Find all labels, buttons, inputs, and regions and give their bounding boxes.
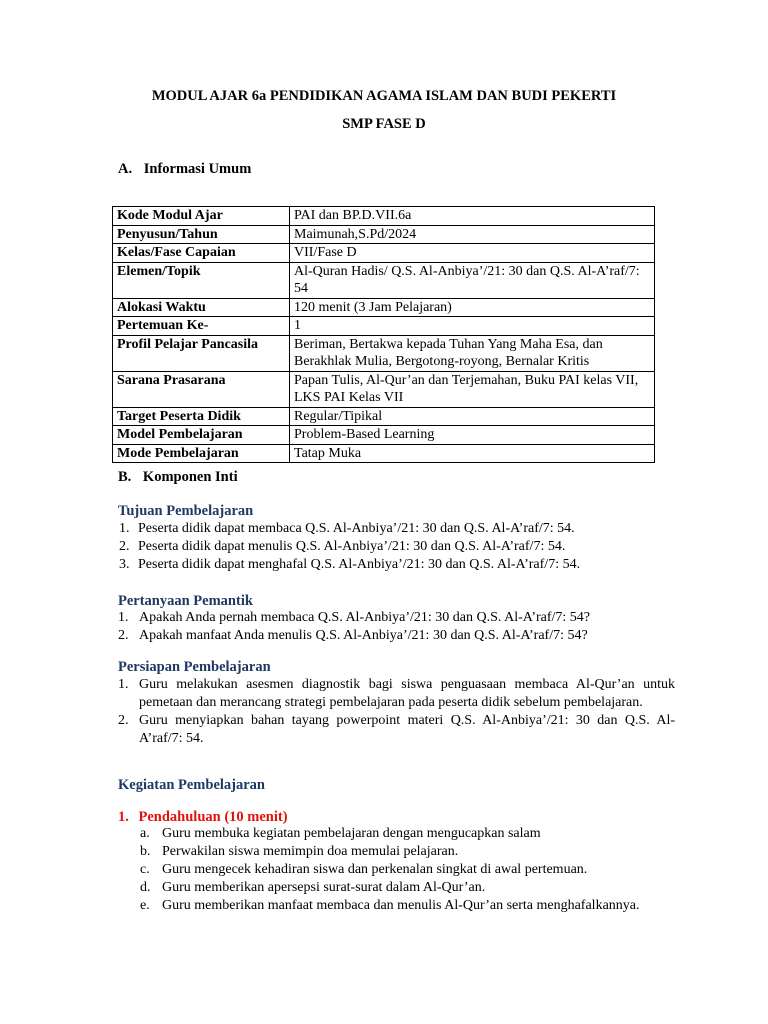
item-text: Apakah Anda pernah membaca Q.S. Al-Anbiya’/21: 30 dan Q.S. Al-A’raf/7: 54? [139, 610, 591, 625]
info-value: VII/Fase D [290, 244, 655, 263]
section-a-heading [118, 161, 251, 178]
item-number: 2. [119, 539, 130, 554]
info-key: Alokasi Waktu [113, 298, 290, 317]
section-b-label: Komponen Inti [142, 469, 238, 485]
list-item [140, 879, 675, 897]
info-key: Elemen/Topik [113, 262, 290, 298]
item-text: Guru memberikan manfaat membaca dan menulis Al-Qur’an serta menghafalkannya. [162, 898, 640, 913]
item-text: Guru membuka kegiatan pembelajaran dengan mengucapkan salam [162, 826, 541, 841]
section-a-letter: A. [118, 161, 133, 177]
info-key: Mode Pembelajaran [113, 444, 290, 463]
info-value: Tatap Muka [290, 444, 655, 463]
pendahuluan-list [140, 825, 675, 915]
item-letter: c. [140, 862, 150, 877]
info-value: Al-Quran Hadis/ Q.S. Al-Anbiya’/21: 30 dan Q.S. Al-A’raf/7: 54 [290, 262, 655, 298]
table-row [113, 426, 655, 445]
table-row [113, 262, 655, 298]
persiapan-heading: Persiapan Pembelajaran [118, 659, 271, 675]
table-row [113, 207, 655, 226]
pendahuluan-heading [118, 809, 288, 826]
item-text: Guru menyiapkan bahan tayang powerpoint materi Q.S. Al-Anbiya’/21: 30 dan Q.S. Al-A’raf/7: 54. [139, 713, 675, 746]
pendahuluan-number: 1. [118, 809, 129, 825]
item-letter: a. [140, 826, 150, 841]
section-b-heading [118, 469, 238, 486]
item-number: 2. [118, 628, 129, 643]
list-item [140, 825, 675, 843]
info-table [112, 206, 655, 463]
info-key: Model Pembelajaran [113, 426, 290, 445]
pendahuluan-label: Pendahuluan (10 menit) [138, 809, 288, 825]
list-item [140, 843, 675, 861]
persiapan-list [118, 676, 675, 748]
table-row [113, 298, 655, 317]
item-text: Guru memberikan apersepsi surat-surat dalam Al-Qur’an. [162, 880, 486, 895]
item-number: 1. [118, 610, 129, 625]
section-b-letter: B. [118, 469, 132, 485]
item-number: 2. [118, 713, 129, 728]
table-row [113, 335, 655, 371]
document-subtitle: SMP FASE D [342, 116, 426, 132]
list-item [118, 538, 638, 556]
item-number: 1. [119, 521, 130, 536]
table-row [113, 244, 655, 263]
list-item [140, 897, 675, 915]
list-item [140, 861, 675, 879]
info-value: PAI dan BP.D.VII.6a [290, 207, 655, 226]
info-value: Beriman, Bertakwa kepada Tuhan Yang Maha Esa, dan Berakhlak Mulia, Bergotong-royong, Bernalar Kritis [290, 335, 655, 371]
item-text: Peserta didik dapat membaca Q.S. Al-Anbiya’/21: 30 dan Q.S. Al-A’raf/7: 54. [138, 521, 575, 536]
info-value: Regular/Tipikal [290, 407, 655, 426]
info-key: Kelas/Fase Capaian [113, 244, 290, 263]
info-value: Problem-Based Learning [290, 426, 655, 445]
tujuan-list [118, 520, 638, 574]
info-key: Sarana Prasarana [113, 371, 290, 407]
table-row [113, 225, 655, 244]
list-item [118, 520, 638, 538]
item-text: Apakah manfaat Anda menulis Q.S. Al-Anbiya’/21: 30 dan Q.S. Al-A’raf/7: 54? [139, 628, 588, 643]
item-text: Perwakilan siswa memimpin doa memulai pelajaran. [162, 844, 459, 859]
list-item [118, 556, 638, 574]
pemantik-heading: Pertanyaan Pemantik [118, 593, 253, 609]
table-row [113, 371, 655, 407]
info-key: Kode Modul Ajar [113, 207, 290, 226]
kegiatan-heading: Kegiatan Pembelajaran [118, 777, 265, 793]
item-letter: d. [140, 880, 151, 895]
table-row [113, 444, 655, 463]
item-number: 3. [119, 557, 130, 572]
info-value: 120 menit (3 Jam Pelajaran) [290, 298, 655, 317]
info-key: Target Peserta Didik [113, 407, 290, 426]
item-text: Peserta didik dapat menghafal Q.S. Al-Anbiya’/21: 30 dan Q.S. Al-A’raf/7: 54. [138, 557, 581, 572]
list-item [118, 627, 648, 645]
table-row [113, 317, 655, 336]
info-key: Pertemuan Ke- [113, 317, 290, 336]
info-value: Maimunah,S.Pd/2024 [290, 225, 655, 244]
document-title: MODUL AJAR 6a PENDIDIKAN AGAMA ISLAM DAN BUDI PEKERTI [151, 88, 617, 104]
section-a-label: Informasi Umum [143, 161, 252, 177]
pemantik-list [118, 609, 648, 645]
item-text: Guru mengecek kehadiran siswa dan perkenalan singkat di awal pertemuan. [162, 862, 588, 877]
list-item [118, 712, 675, 748]
info-key: Profil Pelajar Pancasila [113, 335, 290, 371]
item-letter: e. [140, 898, 150, 913]
info-value: 1 [290, 317, 655, 336]
tujuan-heading: Tujuan Pembelajaran [118, 503, 254, 519]
list-item [118, 609, 648, 627]
list-item [118, 676, 675, 712]
info-key: Penyusun/Tahun [113, 225, 290, 244]
item-text: Guru melakukan asesmen diagnostik bagi siswa penguasaan membaca Al-Qur’an untuk pemetaan dan merancang strategi pembelajaran pada peserta didik sebelum pembelajaran. [139, 677, 675, 710]
info-value: Papan Tulis, Al-Qur’an dan Terjemahan, Buku PAI kelas VII, LKS PAI Kelas VII [290, 371, 655, 407]
item-letter: b. [140, 844, 151, 859]
item-number: 1. [118, 677, 129, 692]
table-row [113, 407, 655, 426]
item-text: Peserta didik dapat menulis Q.S. Al-Anbiya’/21: 30 dan Q.S. Al-A’raf/7: 54. [138, 539, 566, 554]
